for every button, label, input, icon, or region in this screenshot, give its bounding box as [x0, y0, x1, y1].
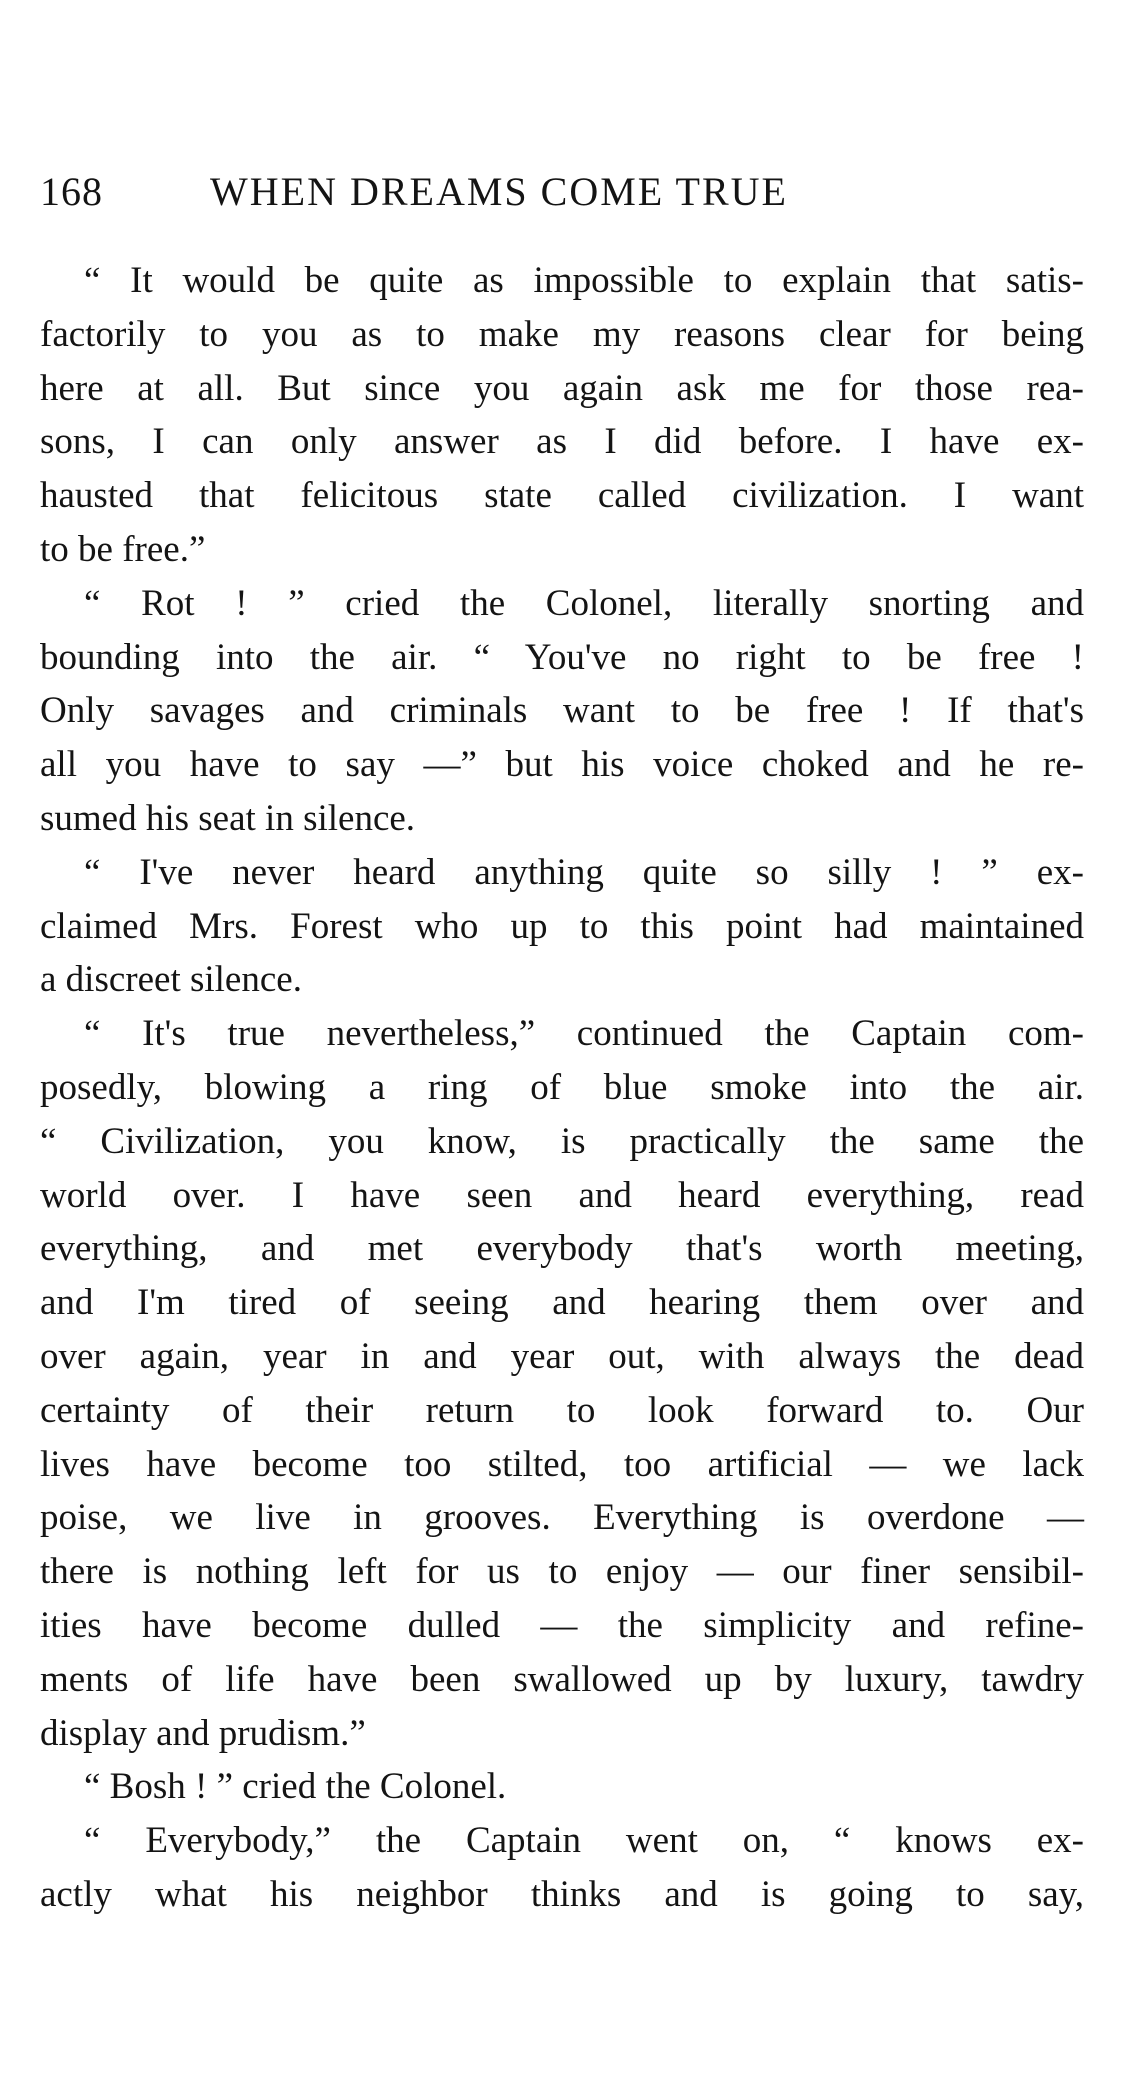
text-line: hausted that felicitous state called civilization. I want — [40, 475, 1084, 517]
text-line: ities have become dulled — the simplicity and refine- — [40, 1604, 1084, 1646]
page-number: 168 — [40, 169, 103, 214]
text-line: “ Bosh ! ” cried the Colonel. — [84, 1766, 507, 1808]
text-line: factorily to you as to make my reasons clear for being — [40, 313, 1084, 355]
text-line: Only savages and criminals want to be free ! If that's — [40, 690, 1084, 732]
text-line: lives have become too stilted, too artificial — we lack — [40, 1443, 1084, 1485]
text-line: sons, I can only answer as I did before. I have ex- — [40, 421, 1084, 463]
text-line: ments of life have been swallowed up by luxury, tawdry — [40, 1658, 1084, 1700]
text-line: over again, year in and year out, with always the dead — [40, 1335, 1084, 1377]
running-head — [40, 168, 1084, 224]
text-line: display and prudism.” — [40, 1712, 366, 1754]
text-line: and I'm tired of seeing and hearing them over and — [40, 1282, 1084, 1324]
text-line: there is nothing left for us to enjoy — our finer sensibil- — [40, 1551, 1084, 1593]
text-line: “ It's true nevertheless,” continued the Captain com- — [84, 1013, 1084, 1055]
text-line: poise, we live in grooves. Everything is overdone — — [40, 1497, 1084, 1539]
text-line: certainty of their return to look forward to. Our — [40, 1389, 1084, 1431]
text-line: “ Everybody,” the Captain went on, “ knows ex- — [84, 1820, 1084, 1862]
text-line: to be free.” — [40, 528, 206, 570]
text-line: “ I've never heard anything quite so silly ! ” ex- — [84, 851, 1084, 893]
text-line: everything, and met everybody that's worth meeting, — [40, 1228, 1084, 1270]
text-line: claimed Mrs. Forest who up to this point had maintained — [40, 905, 1084, 947]
text-line: bounding into the air. “ You've no right to be free ! — [40, 636, 1084, 678]
text-line: a discreet silence. — [40, 959, 302, 1001]
text-line: actly what his neighbor thinks and is going to say, — [40, 1873, 1084, 1915]
running-title: WHEN DREAMS COME TRUE — [210, 169, 788, 214]
text-line: “ Civilization, you know, is practically the same the — [40, 1120, 1084, 1162]
text-line: “ Rot ! ” cried the Colonel, literally snorting and — [84, 582, 1084, 624]
book-page — [40, 168, 1084, 1922]
text-line: world over. I have seen and heard everything, read — [40, 1174, 1084, 1216]
text-line: all you have to say —” but his voice choked and he re- — [40, 744, 1084, 786]
text-line: sumed his seat in silence. — [40, 797, 416, 839]
text-line: posedly, blowing a ring of blue smoke into the air. — [40, 1066, 1084, 1108]
text-line: “ It would be quite as impossible to explain that satis- — [84, 260, 1084, 301]
body-text — [40, 254, 1084, 1922]
text-line: here at all. But since you again ask me for those rea- — [40, 367, 1084, 409]
